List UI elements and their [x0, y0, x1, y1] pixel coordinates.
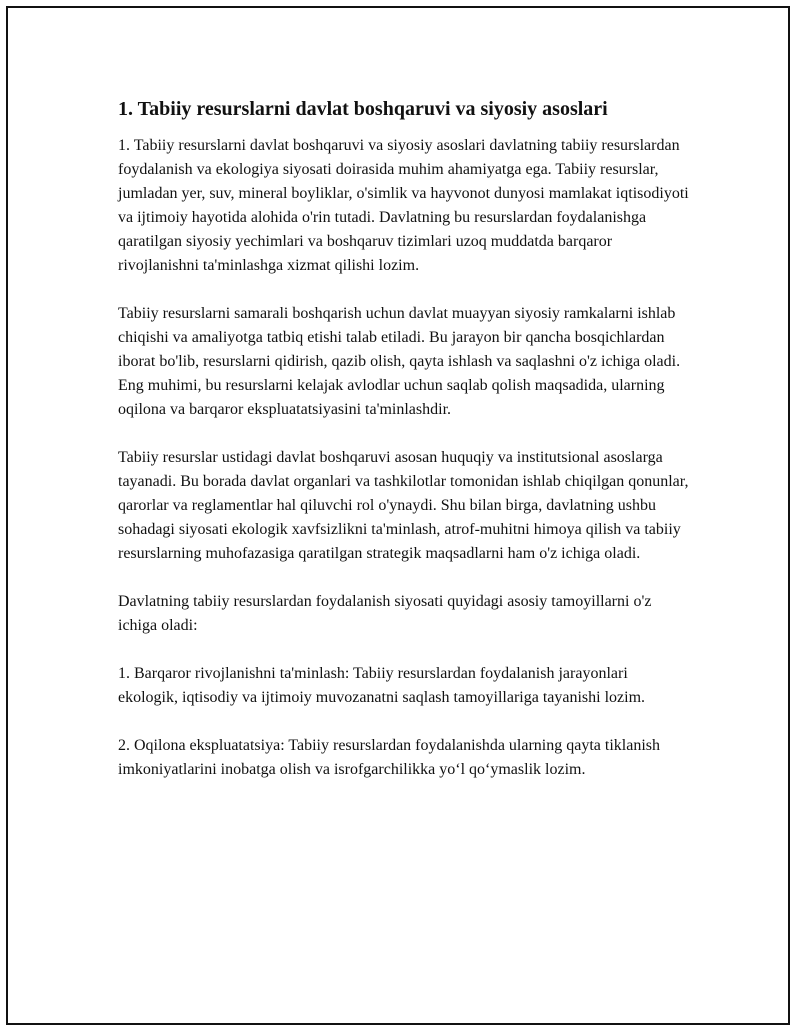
list-item-rational-exploitation: 2. Oqilona ekspluatatsiya: Tabiiy resurslardan foydalanishda ularning qayta tiklanish imkoniyatlarini inobatga olish va isrofgarchilikka yo‘l qo‘ymaslik lozim. [118, 737, 661, 778]
list-item-sustainable-development: 1. Barqaror rivojlanishni ta'minlash: Tabiiy resurslardan foydalanish jarayonlari ekologik, iqtisodiy va ijtimoiy muvozanatni saqlash tamoyillariga tayanishi lozim. [118, 665, 646, 706]
paragraph-intro: 1. Tabiiy resurslarni davlat boshqaruvi va siyosiy asoslari davlatning tabiiy resurslardan foydalanish va ekologiya siyosati doirasida muhim ahamiyatga ega. Tabiiy resurslar, jumladan yer, suv, mineral boyliklar, o'simlik va hayvonot dunyosi mamlakat iqtisodiyoti va ijtimoiy hayotida alohida o'rin tutadi. Davlatning bu resurslardan foydalanishga qaratilgan siyosiy yechimlari va boshqaruv tizimlari uzoq muddatda barqaror rivojlanishni ta'minlashga xizmat qilishi lozim. [118, 137, 689, 274]
paragraph-management: Tabiiy resurslarni samarali boshqarish uchun davlat muayyan siyosiy ramkalarni ishlab chiqishi va amaliyotga tatbiq etishi talab etiladi. Bu jarayon bir qancha bosqichlardan iborat bo'lib, resurslarni qidirish, qazib olish, qayta ishlash va saqlashni o'z ichiga oladi. Eng muhimi, bu resurslarni kelajak avlodlar uchun saqlab qolish maqsadida, ularning oqilona va barqaror ekspluatatsiyasini ta'minlashdir. [118, 305, 681, 418]
paragraph-principles-intro: Davlatning tabiiy resurslardan foydalanish siyosati quyidagi asosiy tamoyillarni o'z ichiga oladi: [118, 593, 652, 634]
document-content [118, 96, 690, 806]
document-page [6, 6, 790, 1025]
document-title: 1. Tabiiy resurslarni davlat boshqaruvi va siyosiy asoslari [118, 98, 608, 120]
paragraph-legal-basis: Tabiiy resurslar ustidagi davlat boshqaruvi asosan huquqiy va institutsional asoslarga tayanadi. Bu borada davlat organlari va tashkilotlar tomonidan ishlab chiqilgan qonunlar, qarorlar va reglamentlar hal qiluvchi rol o'ynaydi. Shu bilan birga, davlatning ushbu sohadagi siyosati ekologik xavfsizlikni ta'minlash, atrof-muhitni himoya qilish va tabiiy resurslarning muhofazasiga qaratilgan strategik maqsadlarni ham o'z ichiga oladi. [118, 449, 689, 562]
